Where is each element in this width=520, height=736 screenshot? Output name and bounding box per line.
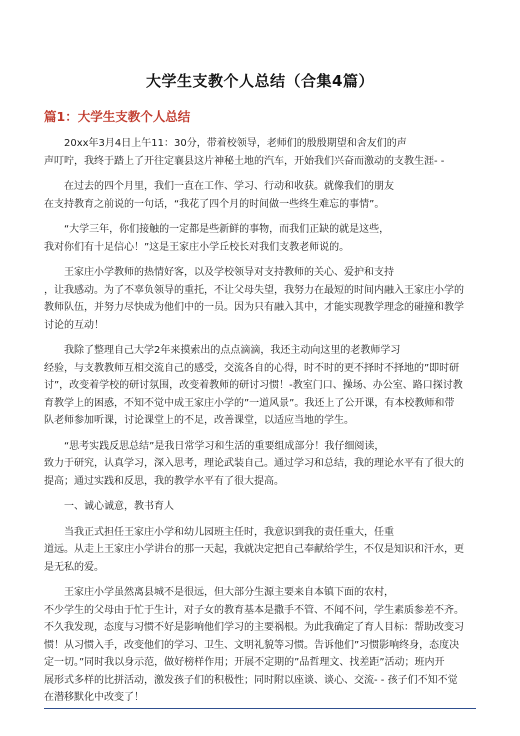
- paragraph-line: ，让我感动。为了不辜负领导的重托，不让父母失望，我努力在最短的时间内融入王家庄小学的: [44, 284, 464, 296]
- paragraph-line: 教师队伍，并努力尽快成为他们中的一员。因为只有融入其中，才能实现教学理念的碰撞和教学: [44, 302, 464, 313]
- paragraph-5: [44, 342, 476, 430]
- paragraph-line: “大学三年，你们接触的一定都是些新鲜的事物，而我们正缺的就是这些，: [64, 224, 390, 235]
- paragraph-line: “思考实践反思总结”是我日常学习和生活的重要组成部分！我仔细阅读，: [64, 440, 385, 452]
- paragraph-line: 不少学生的父母由于忙于生计，对子女的教育基本是撒手不管、不闻不问，学生素质参差不齐。: [44, 604, 464, 616]
- paragraph-1: [44, 135, 476, 170]
- paragraph-line: 不久我发现，态度与习惯不好是影响他们学习的主要祸根。为此我确定了育人目标：帮助改变习: [44, 622, 464, 633]
- paragraph-line: 道远。从走上王家庄小学讲台的那一天起，我就决定把自己奉献给学生，不仅是知识和汗水，更: [44, 544, 464, 555]
- paragraph-line: 惯！从习惯入手，改变他们的学习、卫生、文明礼貌等习惯。告诉他们”习惯影响终身，态度决: [44, 639, 460, 651]
- paragraph-line: 提高；通过实践和反思，我的教学水平有了很大提高。: [44, 475, 284, 487]
- paragraph-line: 育教学上的困惑，不知不觉中成王家庄小学的”一道风景”。我还上了公开课，有本校教师和带: [44, 397, 455, 409]
- document-title: 大学生支教个人总结（合集4篇）: [146, 72, 374, 90]
- paragraph-4: [44, 264, 476, 334]
- paragraph-line: 声叮咛，我终于踏上了开往定襄县这片神秘土地的汽车，开始我们兴奋而激动的支教生涯- -: [44, 155, 445, 167]
- bottom-divider: [44, 708, 476, 709]
- subheading-paragraph: [44, 498, 476, 516]
- subheading-line: 一、诚心诚意，教书育人: [64, 501, 174, 512]
- paragraph-9: [44, 584, 476, 707]
- paragraph-line: 20xx年3月4日上午11：30分，带着校领导，老师们的殷殷期望和舍友们的声: [64, 138, 407, 149]
- paragraph-3: [44, 221, 476, 256]
- paragraph-line: 队老师参加听课，讨论课堂上的不足，改善课堂，以适应当地的学生。: [44, 415, 354, 426]
- paragraph-line: 在潜移默化中改变了！: [44, 692, 144, 703]
- paragraph-line: 讨”，改变着学校的研讨氛围，改变着教师的研讨习惯！-教室门口、操场、办公室、路口探讨教: [44, 380, 463, 391]
- paragraph-line: 在过去的四个月里，我们一直在工作、学习、行动和收获。就像我们的朋友: [64, 181, 394, 192]
- paragraph-line: 展形式多样的比拼活动，激发孩子们的积极性；同时附以座谈、谈心、交流- - 孩子们不知不觉: [44, 674, 458, 686]
- paragraph-2: [44, 178, 476, 213]
- paragraph-line: 定一切。”同时我以身示范，做好榜样作用；开展不定期的”品哲理文、找差距”活动；班内开: [44, 657, 445, 668]
- paragraph-line: 我对你们有十足信心！”这是王家庄小学丘校长对我们支教老师说的。: [44, 241, 350, 253]
- paragraph-line: 当我正式担任王家庄小学和幼儿园班主任时，我意识到我的责任重大，任重: [64, 526, 394, 538]
- paragraph-line: 王家庄小学教师的热情好客，以及学校领导对支持教师的关心、爱护和支持: [64, 267, 394, 278]
- paragraph-6: [44, 438, 476, 491]
- paragraph-line: 在支持教育之前说的一句话，“我花了四个月的时间做一些终生难忘的事情”。: [44, 198, 385, 210]
- paragraph-line: 是无私的爱。: [44, 561, 104, 573]
- paragraph-line: 王家庄小学虽然离县城不是很远，但大部分生源主要来自本镇下面的农村，: [64, 587, 394, 598]
- paragraph-line: 经验，与支教教师互相交流自己的感受，交流各自的心得，时不时的更不择时不择地的”即时研: [44, 362, 460, 374]
- section-heading: 篇1：大学生支教个人总结: [44, 109, 191, 124]
- paragraph-8: [44, 524, 476, 577]
- paragraph-line: 我除了整理自己大学2年来摸索出的点点滴滴，我还主动向这里的老教师学习: [64, 345, 401, 356]
- paragraph-line: 致力于研究，认真学习，深入思考，理论武装自己。通过学习和总结，我的理论水平有了很大的: [44, 458, 464, 469]
- paragraph-line: 讨论的互动！: [44, 319, 104, 331]
